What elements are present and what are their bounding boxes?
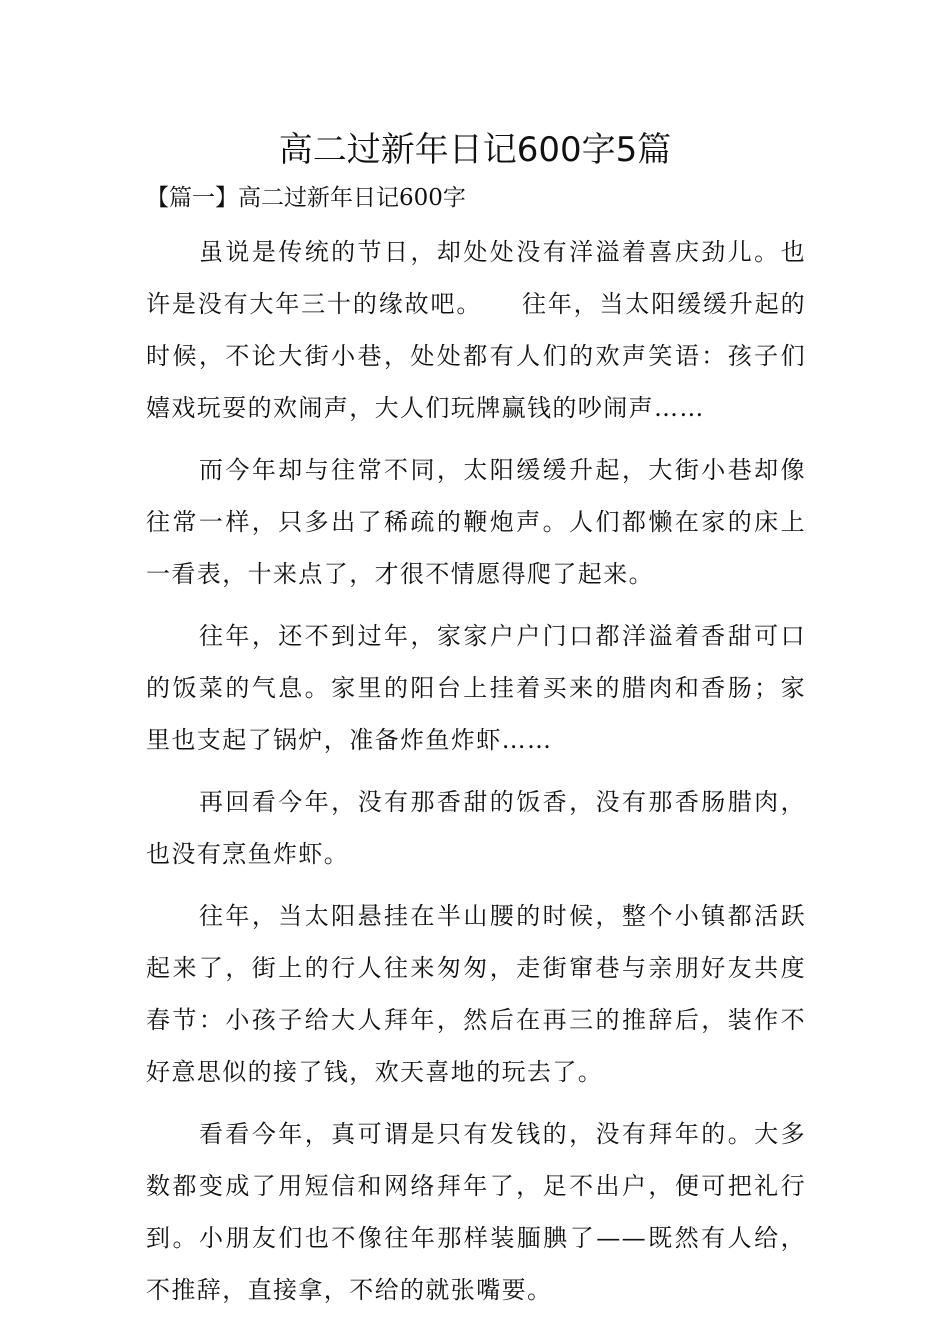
paragraph: 看看今年，真可谓是只有发钱的，没有拜年的。大多数都变成了用短信和网络拜年了，足不出户，便可把礼行到。小朋友们也不像往年那样装腼腆了——既然有人给，不推辞，直接拿，不给的就张嘴要。	[146, 1120, 806, 1304]
paragraph: 再回看今年，没有那香甜的饭香，没有那香肠腊肉，也没有烹鱼炸虾。	[146, 788, 806, 868]
paragraph: 往年，还不到过年，家家户户门口都洋溢着香甜可口的饭菜的气息。家里的阳台上挂着买来的腊肉和香肠；家里也支起了锅炉，准备炸鱼炸虾……	[146, 622, 806, 754]
paragraph: 往年，当太阳悬挂在半山腰的时候，整个小镇都活跃起来了，街上的行人往来匆匆，走街窜巷与亲朋好友共度春节：小孩子给大人拜年，然后在再三的推辞后，装作不好意思似的接了钱，欢天喜地的玩去了。	[146, 902, 806, 1086]
article-body	[146, 226, 806, 1326]
document-title: 高二过新年日记600字5篇	[278, 130, 672, 170]
paragraph: 虽说是传统的节日，却处处没有洋溢着喜庆劲儿。也许是没有大年三十的缘故吧。 往年，当太阳缓缓升起的时候，不论大街小巷，处处都有人们的欢声笑语：孩子们嬉戏玩耍的欢闹声，大人们玩牌赢钱的吵闹声……	[146, 238, 806, 422]
paragraph: 而今年却与往常不同，太阳缓缓升起，大街小巷却像往常一样，只多出了稀疏的鞭炮声。人们都懒在家的床上一看表，十来点了，才很不情愿得爬了起来。	[146, 456, 806, 588]
section-heading: 【篇一】高二过新年日记600字	[146, 185, 466, 211]
